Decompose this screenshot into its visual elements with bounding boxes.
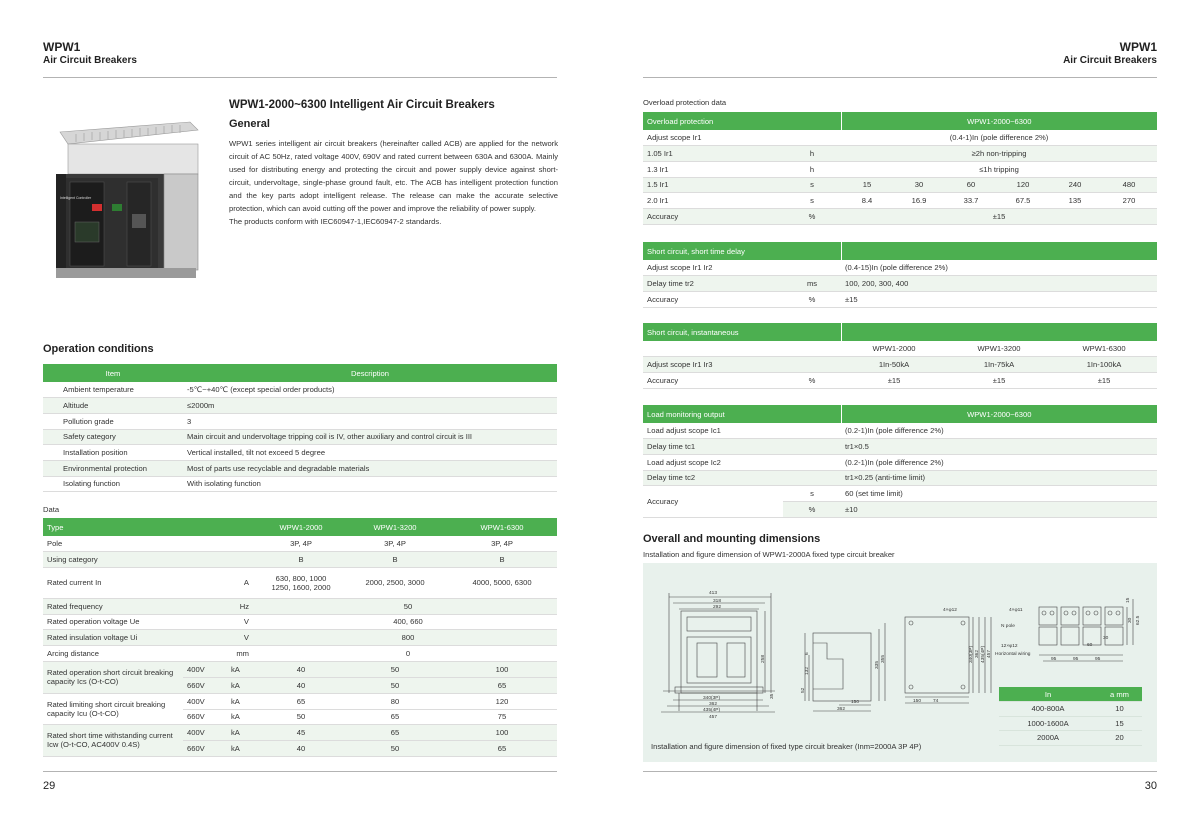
- dimensions-subtitle: Installation and figure dimension of WPW1-2000A fixed type circuit breaker: [643, 550, 895, 559]
- table-row: [643, 130, 1157, 146]
- cell-value: ±15: [841, 372, 947, 388]
- cell-label: 1.5 Ir1: [643, 177, 783, 193]
- cell-value: 2000, 2500, 3000: [343, 567, 447, 598]
- footer-divider: [643, 771, 1157, 772]
- cell-value: 40: [259, 740, 343, 756]
- unit-text: mm: [236, 648, 249, 658]
- cell-unit: [783, 260, 841, 276]
- cell-label: Adjust scope Ir1 Ir2: [643, 260, 783, 276]
- table-row: [43, 645, 557, 661]
- cell-in: 400-800A: [999, 702, 1097, 717]
- page-number: 29: [43, 780, 56, 792]
- unit-text: V: [243, 633, 249, 643]
- cell-value: 100, 200, 300, 400: [841, 276, 1157, 292]
- table-row: [43, 662, 557, 678]
- table-row: [43, 460, 557, 476]
- cell-value: 40: [259, 662, 343, 678]
- header-load: Load monitoring output: [643, 405, 841, 423]
- cell-value: 1In-100kA: [1051, 357, 1157, 373]
- cell-blank: [643, 341, 841, 357]
- cell-unit: kA: [227, 740, 259, 756]
- cell-value: B: [343, 552, 447, 568]
- unit-text: Hz: [239, 601, 249, 611]
- cell-label: Arcing distance: [43, 645, 183, 661]
- overload-caption: Overload protection data: [643, 98, 727, 107]
- cell-label: Rated current In: [43, 567, 183, 598]
- cell-unit: %: [783, 291, 841, 307]
- cell-value: 50: [343, 740, 447, 756]
- header-blank: [841, 323, 1157, 341]
- table-row: [43, 476, 557, 492]
- table-header-row: [643, 242, 1157, 260]
- operation-conditions-title: Operation conditions: [43, 343, 154, 355]
- dim-35: 35: [770, 693, 775, 699]
- cell-label: Adjust scope Ir1: [643, 130, 841, 146]
- cell-unit: kA: [227, 678, 259, 694]
- cell-value: 50: [343, 678, 447, 694]
- data-caption: Data: [43, 505, 60, 514]
- header-title: WPW1: [43, 40, 81, 54]
- dim-52: 52: [801, 687, 806, 693]
- short-delay-table: [643, 242, 1157, 308]
- cell-label: Accuracy: [643, 291, 783, 307]
- dim-150b: 150: [913, 699, 922, 704]
- cell-voltage: 660V: [183, 678, 227, 694]
- footer-divider: [43, 771, 557, 772]
- cell-label: Delay time tc1: [643, 439, 841, 455]
- cell-unit: [183, 630, 259, 646]
- drawing-caption: Installation and figure dimension of fixed type circuit breaker (Inm=2000A 3P 4P): [651, 742, 922, 751]
- load-monitoring-table: [643, 405, 1157, 518]
- header-in: In: [999, 687, 1097, 702]
- header-instantaneous: Short circuit, instantaneous: [643, 323, 841, 341]
- cell-a: 15: [1097, 716, 1142, 731]
- dim-150: 150: [851, 700, 860, 705]
- cell-item: Installation position: [43, 445, 183, 461]
- cell-value: 75: [447, 709, 557, 725]
- description-text: WPW1 series intelligent air circuit breakers (hereinafter called ACB) are applied for the network circuit of AC 50Hz, rated voltage 400V, 690V and rated current between 630A and 6300A. Mainly used for distributing energy and protecting the circuit and power supply device against short-circuit, undervoltage, single-phase ground fault, etc. The ACB has intelligent protection function and the key parts adopt intelligent release. The release can make the accurate selective protection, which can avoid cutting off the power and improve the reliability of power supply.: [229, 139, 558, 213]
- table-row: [643, 208, 1157, 224]
- cell-label: Load adjust scope Ic1: [643, 423, 841, 439]
- cell-value: (0.2-1)In (pole difference 2%): [841, 454, 1157, 470]
- dim-4phi11: 4×φ11: [1009, 608, 1023, 613]
- cell-item: Ambient temperature: [43, 382, 183, 398]
- cell-model: WPW1-2000: [841, 341, 947, 357]
- cell-value: 100: [447, 725, 557, 741]
- cell-value: 480: [1101, 177, 1157, 193]
- cell-label: Load adjust scope Ic2: [643, 454, 841, 470]
- header-description: Description: [183, 364, 557, 382]
- cell-value: 3P, 4P: [447, 536, 557, 552]
- table-row: [43, 614, 557, 630]
- cell-value: ≤1h tripping: [841, 161, 1157, 177]
- dim-95c: 95: [1095, 657, 1101, 662]
- cell-value: 80: [343, 693, 447, 709]
- cell-unit: kA: [227, 709, 259, 725]
- cell-voltage: 400V: [183, 662, 227, 678]
- cell-unit: [183, 598, 259, 614]
- overload-table: [643, 112, 1157, 225]
- product-title: WPW1-2000~6300 Intelligent Air Circuit Breakers: [229, 99, 495, 111]
- cell-value: tr1×0.25 (anti-time limit): [841, 470, 1157, 486]
- dim-258: 258: [761, 654, 766, 663]
- cell-unit: s: [783, 193, 841, 209]
- table-header-row: [643, 323, 1157, 341]
- cell-value: [259, 567, 343, 598]
- header-model: WPW1-2000~6300: [841, 112, 1157, 130]
- icu-label: Rated limiting short circuit breaking capacity Icu (O-t-CO): [43, 693, 183, 724]
- data-table: [43, 518, 557, 662]
- header-divider: [43, 77, 557, 78]
- cell-description: Main circuit and undervoltage tripping coil is IV, other auxiliary and control circuit is III: [183, 429, 557, 445]
- dim-362: 362: [709, 702, 718, 707]
- cell-value: 135: [1049, 193, 1101, 209]
- unit-text: A: [243, 578, 249, 588]
- instantaneous-table: [643, 323, 1157, 389]
- table-row: [999, 731, 1142, 746]
- cell-value: (0.4-1)In (pole difference 2%): [841, 130, 1157, 146]
- cell-value: 65: [343, 709, 447, 725]
- dim-95b: 95: [1073, 657, 1079, 662]
- table-row: [643, 423, 1157, 439]
- cell-value: 3P, 4P: [259, 536, 343, 552]
- table-row: [643, 161, 1157, 177]
- dim-435v: 435(4P): [981, 645, 986, 663]
- cell-unit: [183, 614, 259, 630]
- dim-457: 457: [709, 715, 718, 720]
- cell-value: 0: [259, 645, 557, 661]
- cell-description: Most of parts use recyclable and degradable materials: [183, 460, 557, 476]
- cell-description: -5℃~+40℃ (except special order products): [183, 382, 557, 398]
- table-row: [643, 470, 1157, 486]
- cell-item: Isolating function: [43, 476, 183, 492]
- cell-unit: [183, 645, 259, 661]
- table-row: [43, 630, 557, 646]
- header-title: WPW1: [1119, 40, 1157, 54]
- cell-value: 15: [841, 177, 893, 193]
- dim-340: 340(3P): [703, 696, 721, 701]
- icw-label: Rated short time withstanding current Icw (O-t-CO, AC400V 0.4S): [43, 725, 183, 756]
- header-type-text: Type: [47, 522, 64, 532]
- operation-conditions-table: [43, 364, 557, 492]
- general-heading: General: [229, 118, 270, 130]
- cell-description: With isolating function: [183, 476, 557, 492]
- cell-value: ±15: [1051, 372, 1157, 388]
- dim-15: 15: [1126, 597, 1131, 603]
- table-row: [643, 341, 1157, 357]
- table-header-row: [999, 687, 1142, 702]
- cell-value: 400, 660: [259, 614, 557, 630]
- table-row: [43, 552, 557, 568]
- header-short-delay: Short circuit, short time delay: [643, 242, 841, 260]
- cell-model: WPW1-6300: [1051, 341, 1157, 357]
- cell-voltage: 400V: [183, 725, 227, 741]
- cell-unit: s: [783, 486, 841, 502]
- cell-in: 1000-1600A: [999, 716, 1097, 731]
- table-row: [643, 146, 1157, 162]
- cell-model: WPW1-3200: [947, 341, 1051, 357]
- cell-label: 1.3 Ir1: [643, 161, 783, 177]
- cell-value: 1In-50kA: [841, 357, 947, 373]
- cell-value: B: [259, 552, 343, 568]
- cell-voltage: 400V: [183, 693, 227, 709]
- header-model-2000: WPW1-2000: [259, 518, 343, 536]
- cell-unit: %: [783, 208, 841, 224]
- cell-item: Environmental protection: [43, 460, 183, 476]
- header-type: [43, 518, 259, 536]
- dim-340v: 340(3P): [969, 645, 974, 663]
- cell-value: 100: [447, 662, 557, 678]
- dim-30b: 30: [1128, 617, 1133, 623]
- cell-value: 16.9: [893, 193, 945, 209]
- dim-12phi12: 12×φ12: [1001, 644, 1018, 649]
- cell-a: 20: [1097, 731, 1142, 746]
- product-description: [229, 137, 558, 228]
- cell-value: 800: [259, 630, 557, 646]
- cell-value: ±15: [947, 372, 1051, 388]
- table-header-row: [643, 405, 1157, 423]
- cell-item: Altitude: [43, 398, 183, 414]
- capacity-table: [43, 662, 557, 757]
- unit-text: V: [243, 617, 249, 627]
- cell-value: 50: [343, 662, 447, 678]
- cell-value: 120: [997, 177, 1049, 193]
- dim-132: 132: [805, 666, 810, 675]
- dim-435: 435(4P): [703, 708, 721, 713]
- cell-value: 60 (set time limit): [841, 486, 1157, 502]
- table-row: [643, 439, 1157, 455]
- cell-label: Delay time tr2: [643, 276, 783, 292]
- cell-value: 65: [259, 693, 343, 709]
- cell-value: 60: [945, 177, 997, 193]
- header-model: WPW1-2000~6300: [841, 405, 1157, 423]
- cell-unit: [183, 567, 259, 598]
- cell-label: Accuracy: [643, 208, 783, 224]
- dim-355: 355: [881, 654, 886, 663]
- dim-npole: N pole: [1001, 624, 1015, 629]
- cell-a: 10: [1097, 702, 1142, 717]
- cell-value: 3P, 4P: [343, 536, 447, 552]
- table-row: [43, 536, 557, 552]
- dim-60: 60: [1087, 643, 1093, 648]
- table-row: [999, 716, 1142, 731]
- table-header-row: [643, 112, 1157, 130]
- dim-4phi12: 4×φ12: [943, 608, 957, 613]
- cell-unit: kA: [227, 725, 259, 741]
- cell-value: 1In-75kA: [947, 357, 1051, 373]
- cell-value: 30: [893, 177, 945, 193]
- dim-30: 30: [1103, 636, 1109, 641]
- panel-label: Intelligent Controller: [60, 196, 92, 200]
- cell-unit: %: [783, 372, 841, 388]
- cell-value: (0.2-1)In (pole difference 2%): [841, 423, 1157, 439]
- cell-unit: kA: [227, 693, 259, 709]
- header-subtitle: Air Circuit Breakers: [1063, 55, 1157, 66]
- cell-value: 270: [1101, 193, 1157, 209]
- dim-6: 6: [805, 652, 810, 655]
- table-row: [643, 486, 1157, 502]
- cell-value: 120: [447, 693, 557, 709]
- table-row: [643, 177, 1157, 193]
- cell-description: Vertical installed, tilt not exceed 5 degree: [183, 445, 557, 461]
- cell-value: 50: [259, 598, 557, 614]
- table-row: [43, 693, 557, 709]
- cell-unit: kA: [227, 662, 259, 678]
- cell-voltage: 660V: [183, 740, 227, 756]
- header-model-6300: WPW1-6300: [447, 518, 557, 536]
- cell-value: 33.7: [945, 193, 997, 209]
- table-row: [43, 598, 557, 614]
- table-row: [999, 702, 1142, 717]
- cell-label: 1.05 Ir1: [643, 146, 783, 162]
- cell-label: Rated frequency: [43, 598, 183, 614]
- table-header-row: [43, 364, 557, 382]
- table-row: [43, 429, 557, 445]
- dim-413: 413: [709, 591, 718, 596]
- header-blank: [841, 242, 1157, 260]
- cell-value: (0.4-15)In (pole difference 2%): [841, 260, 1157, 276]
- cell-voltage: 660V: [183, 709, 227, 725]
- header-divider: [643, 77, 1157, 78]
- header-item: Item: [43, 364, 183, 382]
- dim-318: 318: [713, 599, 722, 604]
- cell-label: Rated operation voltage Ue: [43, 614, 183, 630]
- table-row: [43, 725, 557, 741]
- header-overload: Overload protection: [643, 112, 841, 130]
- rated-current-2000: 630, 800, 1000 1250, 1600, 2000: [271, 573, 331, 592]
- table-row: [643, 357, 1157, 373]
- table-row: [43, 445, 557, 461]
- cell-value: 8.4: [841, 193, 893, 209]
- cell-unit: ms: [783, 276, 841, 292]
- cell-value: tr1×0.5: [841, 439, 1157, 455]
- cell-label: Delay time tc2: [643, 470, 841, 486]
- table-row: [643, 193, 1157, 209]
- cell-value: 67.5: [997, 193, 1049, 209]
- cell-value: 45: [259, 725, 343, 741]
- cell-label: Accuracy: [643, 486, 783, 517]
- cell-value: ±10: [841, 501, 1157, 517]
- cell-description: 3: [183, 413, 557, 429]
- table-header-row: [43, 518, 557, 536]
- cell-value: 65: [447, 678, 557, 694]
- dimension-a-table: [999, 687, 1142, 746]
- table-row: [43, 413, 557, 429]
- cell-label: Using category: [43, 552, 259, 568]
- cell-label: Pole: [43, 536, 259, 552]
- cell-unit: s: [783, 177, 841, 193]
- cell-label: Rated insulation voltage Ui: [43, 630, 183, 646]
- standards-text: The products conform with IEC60947-1,IEC60947-2 standards.: [229, 217, 442, 226]
- cell-value: ≥2h non-tripping: [841, 146, 1157, 162]
- cell-unit: h: [783, 161, 841, 177]
- header-model-3200: WPW1-3200: [343, 518, 447, 536]
- cell-value: 4000, 5000, 6300: [447, 567, 557, 598]
- cell-item: Pollution grade: [43, 413, 183, 429]
- cell-label: Accuracy: [643, 372, 783, 388]
- dim-625: 62.5: [1136, 615, 1141, 625]
- dim-362v: 362: [975, 649, 980, 658]
- dim-457v: 457: [987, 649, 992, 658]
- table-row: [643, 260, 1157, 276]
- table-row: [43, 398, 557, 414]
- cell-value: ±15: [841, 208, 1157, 224]
- table-row: [643, 454, 1157, 470]
- cell-label: Adjust scope Ir1 Ir3: [643, 357, 841, 373]
- cell-value: 65: [447, 740, 557, 756]
- cell-in: 2000A: [999, 731, 1097, 746]
- page-number: 30: [1144, 780, 1157, 792]
- cell-label: 2.0 Ir1: [643, 193, 783, 209]
- cell-value: 65: [343, 725, 447, 741]
- dim-335: 335: [875, 660, 880, 669]
- cell-unit: h: [783, 146, 841, 162]
- cell-unit: %: [783, 501, 841, 517]
- cell-value: 40: [259, 678, 343, 694]
- header-subtitle: Air Circuit Breakers: [43, 55, 137, 66]
- cell-value: B: [447, 552, 557, 568]
- table-row: [643, 276, 1157, 292]
- cell-description: ≤2000m: [183, 398, 557, 414]
- dim-74: 74: [933, 699, 939, 704]
- header-a-mm: a mm: [1097, 687, 1142, 702]
- dim-362b: 362: [837, 707, 846, 712]
- cell-item: Safety category: [43, 429, 183, 445]
- cell-value: 240: [1049, 177, 1101, 193]
- table-row: [643, 291, 1157, 307]
- dim-hwiring: Horizontal wiring: [995, 652, 1031, 657]
- ics-label: Rated operation short circuit breaking capacity Ics (O-t-CO): [43, 662, 183, 693]
- table-row: [643, 372, 1157, 388]
- table-row: [43, 382, 557, 398]
- dim-95a: 95: [1051, 657, 1057, 662]
- breaker-product-image: [52, 118, 202, 283]
- dim-292: 292: [713, 605, 722, 610]
- cell-value: 50: [259, 709, 343, 725]
- table-row: [43, 567, 557, 598]
- cell-value: ±15: [841, 291, 1157, 307]
- dimensions-title: Overall and mounting dimensions: [643, 533, 821, 545]
